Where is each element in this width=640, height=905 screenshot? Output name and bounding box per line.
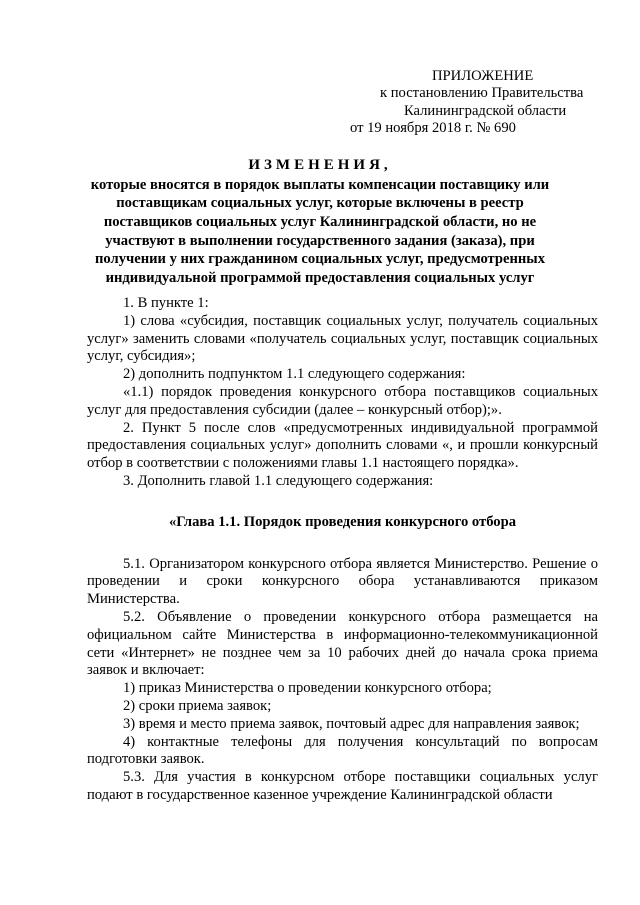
paragraph: 2. Пункт 5 после слов «предусмотренных индивидуальной программой предоставления социальных услуг» дополнить словами «, и прошли конкурсный отбор в соответствии с положениями главы 1.1 настоящего порядка».: [87, 419, 598, 472]
appendix-date-number: от 19 ноября 2018 г. № 690: [350, 120, 516, 137]
paragraph: 1. В пункте 1:: [123, 295, 209, 311]
heading-subtitle: которые вносятся в порядок выплаты компенсации поставщику или поставщикам социальных услуг, которые включены в реестр поставщиков социальных услуг Калининградской области, но не участвуют в выполнении государственного задания (заказа), при получении у них гражданином социальных услуг, предусмотренных индивидуальной программой предоставления социальных услуг: [90, 176, 550, 286]
chapter-heading: «Глава 1.1. Порядок проведения конкурсного отбора: [168, 513, 517, 530]
document-heading: [80, 157, 560, 287]
paragraph: 3. Дополнить главой 1.1 следующего содержания:: [123, 472, 434, 489]
document-body: [87, 295, 598, 805]
paragraph: 3) время и место приема заявок, почтовый адрес для направления заявок;: [123, 715, 580, 732]
appendix-line: Калининградской области: [404, 102, 567, 119]
paragraph: 1) слова «субсидия, поставщик социальных услуг, получатель социальных услуг» заменить словами «получатель социальных услуг, поставщик социальных услуг, субсидия»;: [87, 312, 598, 365]
paragraph: «1.1) порядок проведения конкурсного отбора поставщиков социальных услуг для предоставления субсидии (далее – конкурсный отбор);».: [87, 383, 598, 418]
paragraph: 2) сроки приема заявок;: [123, 697, 272, 714]
paragraph: 1) приказ Министерства о проведении конкурсного отбора;: [123, 680, 492, 697]
paragraph: 5.1. Организатором конкурсного отбора является Министерство. Решение о проведении и сроки конкурсного обора устанавливаются приказом Министерства.: [87, 555, 598, 608]
appendix-block: [350, 68, 610, 138]
heading-title: ИЗМЕНЕНИЯ,: [248, 157, 392, 173]
paragraph: 2) дополнить подпунктом 1.1 следующего содержания:: [123, 366, 466, 383]
paragraph: 5.2. Объявление о проведении конкурсного отбора размещается на официальном сайте Министерства в информационно-телекоммуникационной сети «Интернет» не позднее чем за 10 рабочих дней до начала срока приема заявок и включает:: [87, 608, 598, 679]
appendix-line: к постановлению Правительства: [380, 85, 584, 102]
appendix-title: ПРИЛОЖЕНИЕ: [432, 68, 534, 84]
paragraph: 4) контактные телефоны для получения консультаций по вопросам подготовки заявок.: [87, 733, 598, 768]
paragraph: 5.3. Для участия в конкурсном отборе поставщики социальных услуг подают в государственное казенное учреждение Калининградской области: [87, 769, 598, 803]
